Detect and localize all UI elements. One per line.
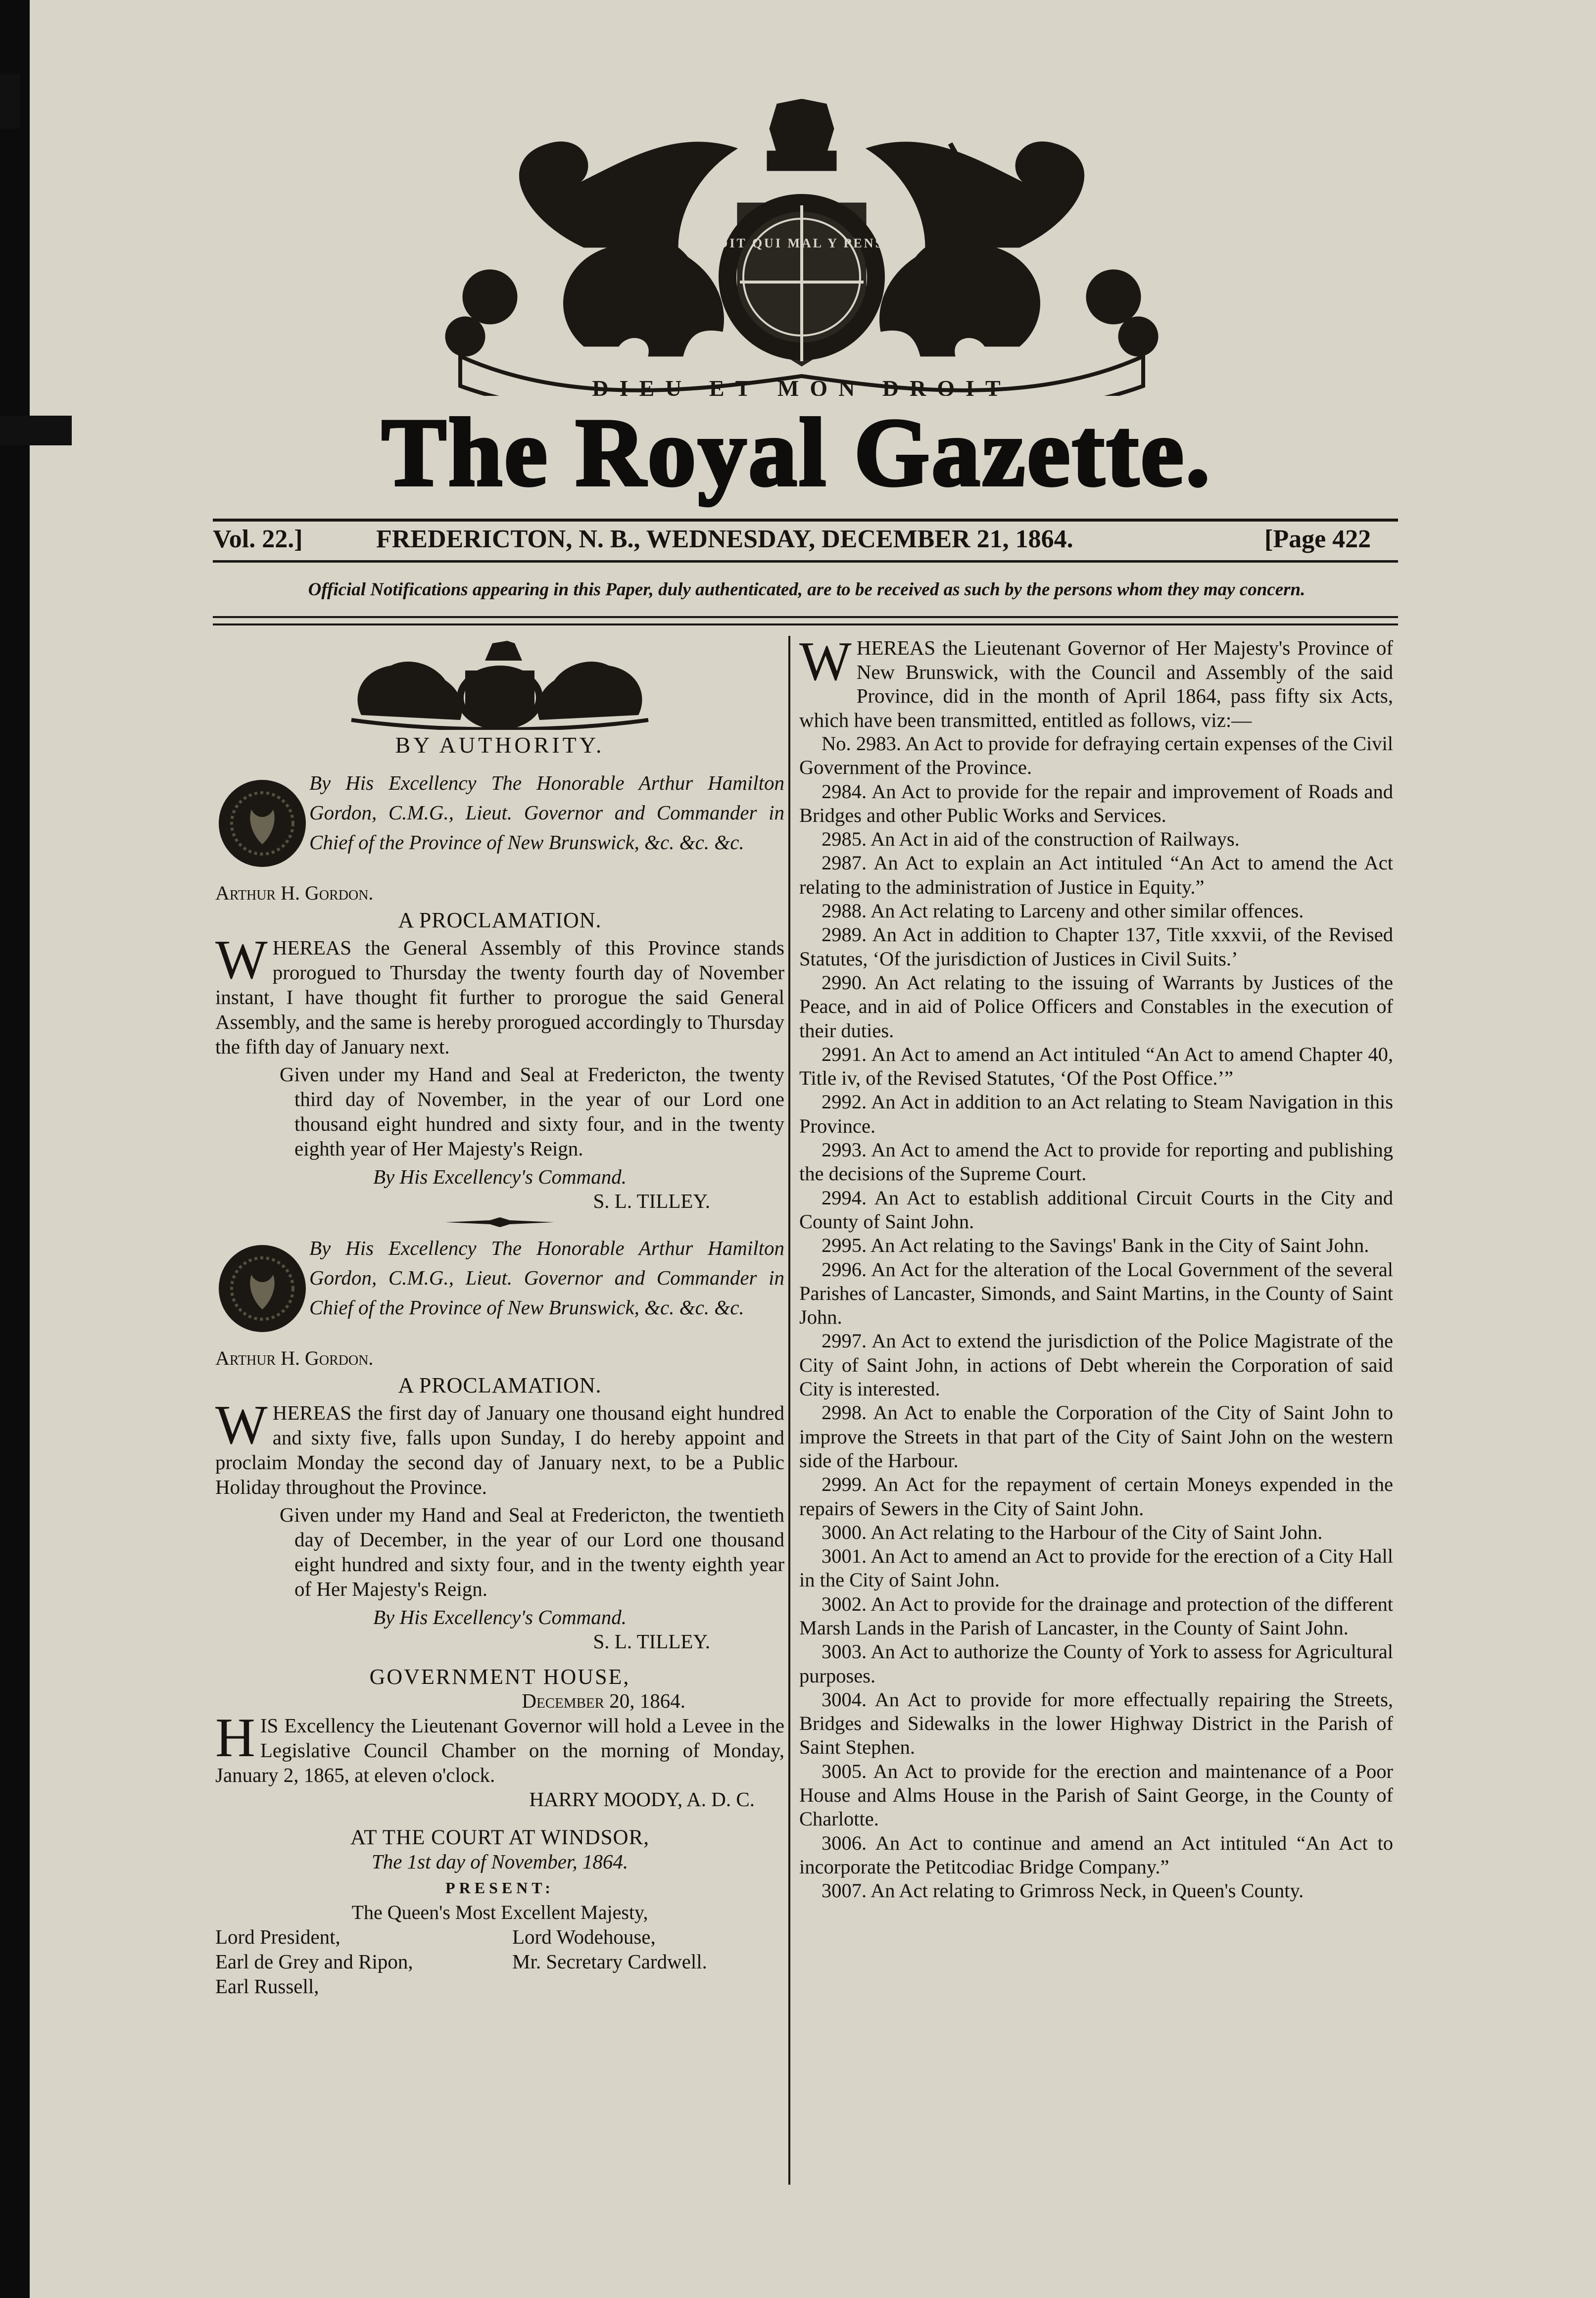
proclamation-1-body: WHEREAS the General Assembly of this Province stands prorogued to Thursday the twenty fourth day of November instant, I have thought fit further to prorogue the said General Assembly, and the same is hereby prorogued accordingly to Thursday the fifth day of January next. [215,929,784,1058]
proclamation-2-given: Given under my Hand and Seal at Fredericton, the twentieth day of December, in the year of our Lord one thousand eight hundred and sixty four, and in the twenty eighth year of Her Majesty's Reign. [280,1503,784,1600]
act-entry: 2996. An Act for the alteration of the Local Government of the several Parishes of Lancaster, Simonds, and Saint Martins, in the County of Saint John. [799,1258,1393,1329]
queen-line: The Queen's Most Excellent Majesty, [351,1901,648,1923]
notice-rule-upper [213,616,1398,618]
acts-intro: WHEREAS the Lieutenant Governor of Her Majesty's Province of New Brunswick, with the Council and Assembly of the said Province, did in the month of April 1864, pass fifty six Acts, which have been transmitted, entitled as follows, viz:— [799,631,1393,731]
levee-signer: HARRY MOODY, A. D. C. [529,1788,755,1811]
government-house-heading: GOVERNMENT HOUSE, [369,1665,630,1689]
proclamation-2-body: WHEREAS the first day of January one thousand eight hundred and sixty five, falls upon Sunday, I do hereby appoint and proclaim Monday the second day of January next, to be a Public Holiday throughout the Province. [215,1394,784,1498]
levee-notice: HIS Excellency the Lieutenant Governor will hold a Levee in the Legislative Council Chamber on the morning of Monday, January 2, 1865, at eleven o'clock. [215,1707,784,1786]
page-number: [Page 422 [1264,525,1371,553]
act-entry: 2999. An Act for the repayment of certain Moneys expended in the repairs of Sewers in the City of Saint John. [799,1473,1393,1520]
government-house-date: December 20, 1864. [522,1689,685,1712]
proclamation-2-title: A PROCLAMATION. [398,1373,602,1397]
seal-icon [215,766,309,880]
proclamation-1-header [215,766,784,880]
act-entry: 2987. An Act to explain an Act intituled “An Act to amend the Act relating to the administration of Justice in Equity.” [799,852,1393,898]
binding-tab [0,74,20,129]
royal-coat-of-arms [421,99,1183,396]
proclamation-1-by-line: By His Excellency The Honorable Arthur Hamilton Gordon, C.M.G., Lieut. Governor and Commander in Chief of the Province of New Brunswick, &c. &c. &c. [309,771,784,854]
by-authority-heading: BY AUTHORITY. [395,732,605,758]
official-notice: Official Notifications appearing in this Paper, duly authenticated, are to be received as such by the persons whom they may concern. [308,579,1306,600]
volume-number: Vol. 22.] [213,525,303,553]
court-heading: AT THE COURT AT WINDSOR, [350,1826,649,1849]
act-entry: 3006. An Act to continue and amend an Act intituled “An Act to incorporate the Petitcodiac Bridge Company.” [799,1831,1393,1878]
act-entry: 3004. An Act to provide for more effectually repairing the Streets, Bridges and Sidewalks in the lower Highway District in the Parish of Saint Stephen. [799,1688,1393,1759]
masthead-title: The Royal Gazette. [382,399,1212,506]
act-entry: 2995. An Act relating to the Savings' Bank in the City of Saint John. [822,1234,1369,1257]
proclamation-2-by-line: By His Excellency The Honorable Arthur Hamilton Gordon, C.M.G., Lieut. Governor and Commander in Chief of the Province of New Brunswick, &c. &c. &c. [309,1237,784,1319]
act-entry: 2994. An Act to establish additional Circuit Courts in the City and County of Saint John. [799,1186,1393,1233]
court-date: The 1st day of November, 1864. [371,1850,629,1873]
act-entry: 3005. An Act to provide for the erection and maintenance of a Poor House and Alms House in the Parish of Saint George, in the County of Charlotte. [799,1760,1393,1830]
proclamation-2-secretary: S. L. TILLEY. [593,1630,710,1653]
act-entry: 2993. An Act to amend the Act to provide for reporting and publishing the decisions of the Supreme Court. [799,1139,1393,1185]
seal-icon [215,1231,309,1345]
act-entry: 3000. An Act relating to the Harbour of the City of Saint John. [822,1521,1323,1543]
act-entry: 2984. An Act to provide for the repair and improvement of Roads and Bridges and other Public Works and Services. [799,780,1393,826]
act-entry: 2992. An Act in addition to an Act relating to Steam Navigation in this Province. [799,1091,1393,1137]
small-coat-of-arms [341,641,658,730]
act-entry: 2988. An Act relating to Larceny and other similar offences. [822,900,1304,922]
binding-tab [0,416,72,445]
council-member: Mr. Secretary Cardwell. [512,1950,707,1973]
proclamation-2-signer: Arthur H. Gordon. [215,1347,374,1369]
right-column [799,631,1393,1903]
present-label: PRESENT: [445,1879,554,1897]
proclamation-1-title: A PROCLAMATION. [398,908,602,932]
council-member [512,1974,779,1999]
top-rule [213,519,1398,522]
act-entry: 2991. An Act to amend an Act intituled “An Act to amend Chapter 40, Title iv, of the Revised Statutes, ‘Of the Post Office.’” [799,1043,1393,1090]
council-member: Earl de Grey and Ripon, [215,1950,413,1973]
place-date: FREDERICTON, N. B., WEDNESDAY, DECEMBER 21, 1864. [376,525,1073,553]
privy-council-list [215,1924,784,1999]
council-member: Lord President, [215,1925,340,1948]
proclamation-2-command: By His Excellency's Command. [373,1606,627,1628]
act-entry: 2985. An Act in aid of the construction of Railways. [822,828,1240,851]
act-entry: 2997. An Act to extend the jurisdiction of the Police Magistrate of the City of Saint John, in actions of Debt wherein the Corporation of said City is interested. [799,1330,1393,1400]
act-entry: 2989. An Act in addition to Chapter 137, Title xxxvii, of the Revised Statutes, ‘Of the jurisdiction of Justices in Civil Suits.’ [799,923,1393,970]
act-entry: 3003. An Act to authorize the County of York to assess for Agricultural purposes. [799,1640,1393,1687]
motto-ribbon-text: DIEU ET MON DROIT [592,376,1012,396]
notice-rule-lower [213,623,1398,625]
act-entry: No. 2983. An Act to provide for defraying certain expenses of the Civil Government of the Province. [799,732,1393,779]
council-member: Earl Russell, [215,1975,319,1998]
proclamation-1-command: By His Excellency's Command. [373,1165,627,1188]
left-column [215,641,784,1999]
column-divider [788,636,790,2185]
act-entry: 3002. An Act to provide for the drainage and protection of the different Marsh Lands in the Parish of Lancaster, in the County of Saint John. [799,1592,1393,1639]
garter-motto-text: SOIT QUI MAL Y PENSE [708,236,895,250]
act-entry: 3001. An Act to amend an Act to provide for the erection of a City Hall in the City of Saint John. [799,1545,1393,1591]
proclamation-1-secretary: S. L. TILLEY. [593,1190,710,1212]
act-entry: 3007. An Act relating to Grimross Neck, in Queen's County. [822,1879,1304,1902]
act-entry: 2990. An Act relating to the issuing of Warrants by Justices of the Peace, and in aid of Police Officers and Constables in the execution of their duties. [799,971,1393,1042]
council-member: Lord Wodehouse, [512,1925,656,1948]
divider-flourish [445,1217,554,1227]
proclamation-1-given: Given under my Hand and Seal at Fredericton, the twenty third day of November, in the year of our Lord one thousand eight hundred and sixty four, and in the twenty eighth year of Her Majesty's Reign. [280,1063,784,1160]
act-entry: 2998. An Act to enable the Corporation of the City of Saint John to improve the Streets in that part of the City of Saint John on the western side of the Harbour. [799,1401,1393,1472]
proclamation-1-signer: Arthur H. Gordon. [215,882,374,904]
dateline-rule [213,560,1398,563]
proclamation-2-header [215,1231,784,1345]
